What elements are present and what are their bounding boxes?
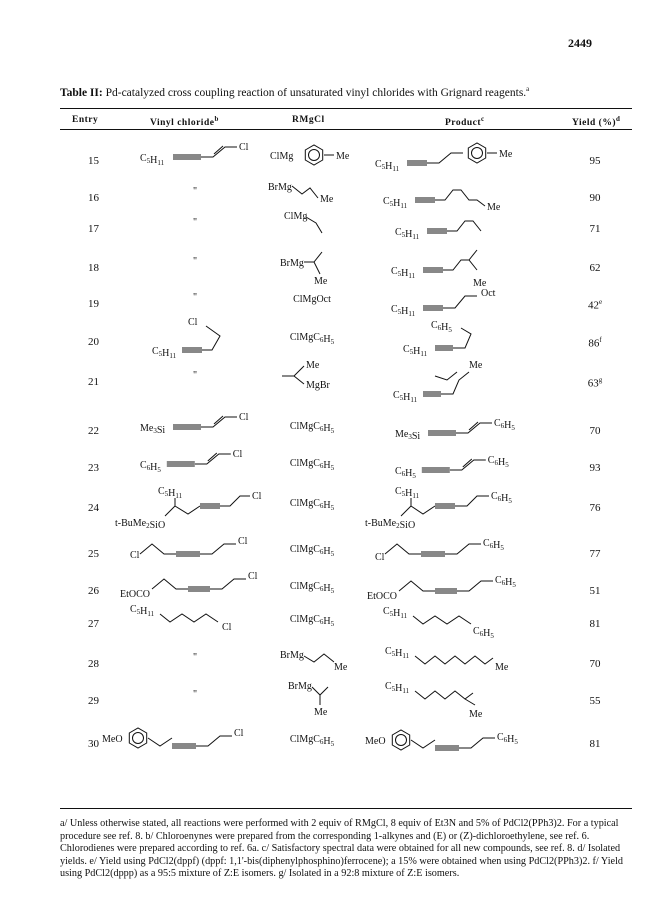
- vinyl-chloride-structure: [130, 681, 260, 717]
- grignard-reagent: [262, 724, 362, 764]
- reagent-label: MgBr: [306, 380, 330, 391]
- benzene-ring: [392, 730, 409, 750]
- benzene-ring: [468, 143, 485, 163]
- entry-number: 15: [88, 155, 99, 167]
- reagent-label: $ClMgC_6H_5$: [289, 421, 335, 435]
- benzene-ring: [129, 728, 146, 748]
- table-top-rule: [60, 108, 632, 109]
- ditto-mark: ": [192, 370, 198, 381]
- entry-number: 26: [88, 585, 99, 597]
- product-structure: [365, 248, 575, 288]
- entry-number: 29: [88, 695, 99, 707]
- yield-value: 63$^g$: [587, 376, 603, 390]
- yield-value: 77: [589, 548, 601, 560]
- end-group-label: Cl: [222, 622, 232, 633]
- vinyl-chloride-structure: [130, 411, 260, 447]
- me-label: Me: [469, 709, 483, 720]
- yield-value: 81: [589, 738, 601, 750]
- yield-value: 86$^f$: [588, 336, 602, 350]
- table-bottom-rule: [60, 808, 632, 809]
- reagent-label: $ClMgC_6H_5$: [289, 544, 335, 558]
- reagent-label: BrMg: [280, 258, 304, 269]
- entry-number: 24: [88, 502, 99, 514]
- entry-number: 30: [88, 738, 99, 750]
- vinyl-chloride-structure: [130, 209, 260, 245]
- yield-value: 62: [589, 262, 601, 274]
- vinyl-chloride-structure: [130, 284, 260, 320]
- ditto-mark: ": [192, 689, 198, 700]
- footnote-text: a/ Unless otherwise stated, all reactions were performed with 2 equiv of RMgCl, 8 equiv of Et3N and 5% of PdCl2(PPh3)2. For a typical procedure see ref. 8. b/ Chloroenynes were prepared from the corresponding 1-alkynes and (E) or (Z)-dichloroethylene, see ref. 6. Chlorodienes were prepared according to ref. 6a. c/ Satisfactory spectral data were obtained for all new compounds, see ref. 8. d/ Isolated yields. e/ Yield using PdCl2(dppf) (dppf: 1,1'-bis(diphenylphosphino)ferrocene); a 15% were obtained when using PdCl2(PPh3)2. f/ Yield using PdCl2(dppp) as a 95:5 mixture of Z:E isomers. g/ Isolated in a 92:8 mixture of Z:E isomers.: [60, 818, 624, 880]
- reagent-label: ClMg: [284, 211, 308, 222]
- yield-value: 70: [589, 658, 601, 670]
- end-group-label: $C_6H_5$: [487, 455, 509, 469]
- substituent-label: $Me_3Si$: [395, 429, 421, 442]
- product-structure: [365, 448, 575, 488]
- vinyl-chloride-structure: [115, 486, 262, 531]
- caption-label: Table II:: [60, 86, 103, 99]
- substituent-label: $C_5H_{11}$: [403, 344, 428, 358]
- header-rmgcl: RMgCl: [292, 115, 325, 125]
- header-rule: [60, 129, 632, 130]
- reagent-label: BrMg: [280, 650, 304, 661]
- grignard-reagent: [262, 411, 362, 451]
- yield-value: 71: [589, 223, 601, 235]
- reagent-label: $ClMgC_6H_5$: [289, 332, 335, 346]
- entry-number: 19: [88, 298, 99, 310]
- footnotes: [60, 818, 632, 881]
- vinyl-chloride-structure: [130, 141, 260, 177]
- substituent-label: $C_5H_{11}$: [152, 346, 177, 360]
- product-structure: [365, 209, 575, 249]
- grignard-reagent: [262, 209, 362, 249]
- ditto-mark: ": [192, 186, 198, 197]
- me-label: Me: [487, 202, 501, 213]
- benzene-ring: [305, 145, 322, 165]
- grignard-reagent: [262, 322, 362, 362]
- grignard-reagent: [262, 141, 362, 181]
- grignard-reagent: [262, 644, 362, 684]
- product-structure: [365, 322, 575, 362]
- product-structure: [365, 411, 575, 451]
- entry-number: 21: [88, 376, 99, 388]
- entry-number: 25: [88, 548, 99, 560]
- substituent-label: t-BuMe$_2$SiO: [365, 518, 416, 531]
- yield-value: 93: [589, 462, 601, 474]
- substituent-label: $C_5H_{11}$: [385, 646, 410, 660]
- end-group-label: Cl: [375, 552, 385, 563]
- reagent-label: $ClMgC_6H_5$: [289, 734, 335, 748]
- grignard-reagent: [262, 362, 362, 402]
- header-vinyl-chloride: Vinyl chloride$^b$: [150, 115, 219, 129]
- end-group-label: $C_6H_5$: [431, 320, 452, 334]
- me-label: Me: [314, 276, 328, 287]
- end-group-label: $C_6H_5$: [495, 575, 516, 589]
- substituent-label: $C_5H_{11}$: [391, 266, 416, 280]
- end-group-label: Oct: [481, 288, 496, 299]
- yield-value: 81: [589, 618, 601, 630]
- end-group-label: Cl: [239, 412, 249, 423]
- header-product: Product$^c$: [445, 115, 485, 129]
- end-group-label: $C_6H_5$: [491, 491, 512, 505]
- substituent-label: EtOCO: [120, 589, 150, 600]
- substituent-label: $C_5H_{11}$: [385, 681, 410, 695]
- me-label: Me: [334, 662, 348, 673]
- header-entry: Entry: [72, 115, 99, 125]
- ditto-mark: ": [192, 256, 198, 267]
- vinyl-chloride-structure: [102, 724, 260, 760]
- product-structure: [365, 486, 575, 531]
- caption-sup: a: [526, 85, 530, 93]
- yield-value: 51: [589, 585, 601, 597]
- reagent-label: $ClMgC_6H_5$: [289, 614, 335, 628]
- me-label: Me: [469, 360, 483, 371]
- entry-number: 17: [88, 223, 99, 235]
- end-group-label: Cl: [130, 550, 140, 561]
- grignard-reagent: [262, 448, 362, 488]
- substituent-label: MeO: [365, 736, 386, 747]
- caption-text: Pd-catalyzed cross coupling reaction of unsaturated vinyl chlorides with Grignard reagents.: [102, 86, 527, 99]
- end-group-label: $C_6H_5$: [483, 538, 504, 552]
- yield-value: 76: [589, 502, 601, 514]
- vinyl-chloride-structure: [130, 248, 260, 284]
- end-group-label: $C_6H_5$: [494, 418, 515, 432]
- end-group-label: Cl: [248, 571, 258, 582]
- end-group-label: Cl: [232, 449, 243, 460]
- entry-number: 18: [88, 262, 99, 274]
- page-number: 2449: [568, 36, 592, 50]
- reagent-label: $ClMgC_6H_5$: [289, 458, 335, 472]
- me-label: Me: [473, 278, 487, 289]
- substituent-label: $C_5H_{11}$: [393, 390, 418, 404]
- substituent-label: $C_6H_5$: [140, 460, 161, 474]
- end-group-label: Cl: [252, 491, 262, 502]
- substituent-label: $C_5H_{11}$: [130, 604, 155, 618]
- substituent-label: t-BuMe$_2$SiO: [115, 518, 166, 531]
- entry-number: 20: [88, 336, 99, 348]
- table-caption: [60, 85, 529, 99]
- substituent-label: $C_5H_{11}$: [391, 304, 416, 318]
- product-structure: [365, 534, 575, 574]
- reagent-label: BrMg: [288, 681, 312, 692]
- vinyl-chloride-structure: [130, 317, 260, 360]
- product-structure: [365, 284, 575, 324]
- vinyl-chloride-structure: [120, 571, 260, 607]
- product-structure: [365, 724, 575, 764]
- ditto-mark: ": [192, 652, 198, 663]
- vinyl-chloride-structure: [130, 604, 260, 640]
- substituent-label: $C_5H_{11}$: [383, 196, 408, 210]
- substituent-label: EtOCO: [367, 591, 397, 602]
- grignard-reagent: [262, 534, 362, 574]
- grignard-reagent: [262, 284, 362, 324]
- entry-number: 23: [88, 462, 99, 474]
- vinyl-chloride-structure: [130, 362, 260, 398]
- entry-number: 27: [88, 618, 99, 630]
- yield-value: 55: [589, 695, 601, 707]
- vinyl-chloride-structure: [130, 534, 260, 570]
- end-group-label: Cl: [238, 536, 248, 547]
- me-label: Me: [314, 707, 328, 718]
- end-group-label: Cl: [239, 142, 249, 153]
- yield-value: 90: [589, 192, 601, 204]
- substituent-label: $C_5H_{11}$: [140, 153, 165, 167]
- reagent-label: ClMg: [270, 151, 294, 162]
- vinyl-chloride-structure: [130, 644, 260, 680]
- me-label: Me: [495, 662, 509, 673]
- yield-value: 42e: [587, 298, 603, 312]
- me-label: Me: [336, 151, 350, 162]
- me-label: Me: [306, 360, 320, 371]
- end-group-label: Cl: [234, 728, 244, 739]
- product-structure: [365, 141, 575, 181]
- substituent-label: $C_5H_{11}$: [395, 486, 420, 500]
- reagent-label: $ClMgC_6H_5$: [289, 581, 335, 595]
- substituent-label: MeO: [102, 734, 123, 745]
- end-group-label: $C_6H_5$: [497, 732, 518, 746]
- product-structure: [365, 604, 575, 644]
- product-structure: [365, 644, 575, 684]
- grignard-reagent: [262, 604, 362, 644]
- ditto-mark: ": [192, 217, 198, 228]
- substituent-label: $C_5H_{11}$: [395, 227, 420, 241]
- substituent-label: $C_5H_{11}$: [375, 159, 400, 173]
- substituent-label: $Me_3Si$: [140, 423, 166, 436]
- substituent-label: $C_5H_{11}$: [383, 606, 408, 620]
- product-structure: [365, 362, 575, 402]
- entry-number: 16: [88, 192, 99, 204]
- substituent-label: $C_5H_{11}$: [158, 486, 183, 500]
- reagent-label: BrMg: [268, 182, 292, 193]
- reagent-label: ClMgOct: [293, 294, 331, 305]
- ditto-mark: ": [192, 292, 198, 303]
- reagent-label: $ClMgC_6H_5$: [289, 498, 335, 512]
- entry-number: 22: [88, 425, 99, 437]
- grignard-reagent: [262, 248, 362, 288]
- substituent-label: $C_6H_5$: [395, 466, 416, 480]
- end-group-label: Cl: [188, 317, 198, 328]
- grignard-reagent: [262, 681, 362, 721]
- header-yield: Yield (%)$^d$: [572, 115, 621, 129]
- product-structure: [365, 681, 575, 721]
- vinyl-chloride-structure: [130, 448, 260, 484]
- yield-value: 70: [589, 425, 601, 437]
- end-group-label: $C_6H_5$: [473, 626, 494, 640]
- grignard-reagent: [262, 488, 362, 528]
- yield-value: 95: [589, 155, 601, 167]
- entry-number: 28: [88, 658, 99, 670]
- me-label: Me: [320, 194, 334, 205]
- me-label: Me: [499, 149, 513, 160]
